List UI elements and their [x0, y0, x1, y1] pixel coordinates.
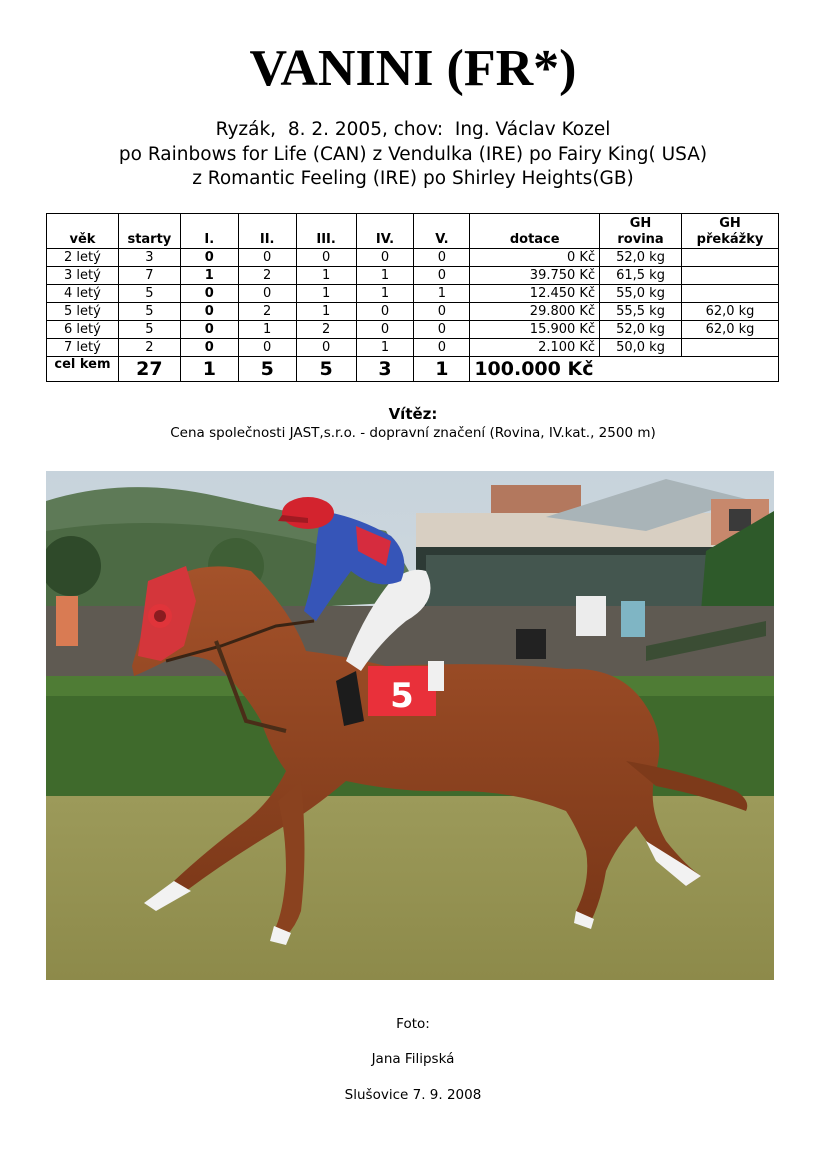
row-first: 0	[180, 285, 238, 303]
row-gh-flat: 50,0 kg	[600, 339, 682, 357]
row-gh-flat: 55,5 kg	[600, 303, 682, 321]
col-header-gh-jumps-bottom: překážky	[696, 232, 764, 247]
col-header-fourth: IV.	[356, 214, 414, 249]
row-starts: 7	[118, 267, 180, 285]
row-age: 7 letý	[47, 339, 119, 357]
saddlecloth-number: 5	[390, 676, 414, 716]
row-second: 0	[238, 249, 296, 267]
row-starts: 2	[118, 339, 180, 357]
total-label: cel kem	[47, 357, 119, 382]
row-first: 0	[180, 249, 238, 267]
race-photo	[46, 471, 774, 980]
horse-name-title: VANINI (FR*)	[249, 40, 577, 97]
table-row	[47, 303, 779, 321]
row-prize-money: 39.750 Kč	[470, 267, 600, 285]
row-fourth: 0	[356, 249, 414, 267]
row-second: 0	[238, 285, 296, 303]
row-first: 0	[180, 303, 238, 321]
col-header-age: věk	[47, 214, 119, 249]
row-age: 5 letý	[47, 303, 119, 321]
col-header-gh-flat	[600, 214, 682, 249]
row-third: 0	[296, 339, 356, 357]
row-fifth: 0	[414, 321, 470, 339]
row-gh-flat: 52,0 kg	[600, 321, 682, 339]
row-fifth: 0	[414, 267, 470, 285]
total-second: 5	[238, 357, 296, 382]
total-fourth: 3	[356, 357, 414, 382]
photo-credit-author: Jana Filipská	[371, 1051, 455, 1067]
row-fourth: 1	[356, 339, 414, 357]
row-second: 1	[238, 321, 296, 339]
row-fourth: 1	[356, 267, 414, 285]
row-first: 0	[180, 321, 238, 339]
horse-and-jockey-photo	[46, 471, 774, 980]
row-gh-jumps	[682, 249, 779, 267]
winner-race-name: Cena společnosti JAST,s.r.o. - dopravní značení (Rovina, IV.kat., 2500 m)	[170, 425, 656, 441]
col-header-gh-flat-bottom: rovina	[617, 232, 664, 247]
row-age: 2 letý	[47, 249, 119, 267]
row-gh-flat: 61,5 kg	[600, 267, 682, 285]
row-fifth: 0	[414, 303, 470, 321]
col-header-second: II.	[238, 214, 296, 249]
row-gh-jumps: 62,0 kg	[682, 321, 779, 339]
col-header-first: I.	[180, 214, 238, 249]
col-header-prize-money: dotace	[470, 214, 600, 249]
col-header-gh-flat-top: GH	[629, 216, 652, 231]
table-total-row	[47, 357, 779, 382]
row-fifth: 0	[414, 339, 470, 357]
row-fourth: 0	[356, 321, 414, 339]
pedigree-line-2: po Rainbows for Life (CAN) z Vendulka (IRE) po Fairy King( USA)	[118, 143, 708, 165]
row-age: 4 letý	[47, 285, 119, 303]
row-prize-money: 0 Kč	[470, 249, 600, 267]
row-first: 0	[180, 339, 238, 357]
row-gh-jumps: 62,0 kg	[682, 303, 779, 321]
row-starts: 5	[118, 303, 180, 321]
row-age: 3 letý	[47, 267, 119, 285]
row-starts: 5	[118, 285, 180, 303]
row-prize-money: 29.800 Kč	[470, 303, 600, 321]
col-header-starts: starty	[118, 214, 180, 249]
row-gh-jumps	[682, 285, 779, 303]
row-gh-jumps	[682, 339, 779, 357]
race-statistics-table	[46, 213, 779, 382]
table-row	[47, 249, 779, 267]
winner-label: Vítěz:	[388, 405, 438, 423]
row-first: 1	[180, 267, 238, 285]
row-fourth: 1	[356, 285, 414, 303]
table-header-row	[47, 214, 779, 249]
table-row	[47, 339, 779, 357]
row-second: 0	[238, 339, 296, 357]
row-fourth: 0	[356, 303, 414, 321]
pedigree-block	[0, 118, 826, 192]
table-row	[47, 321, 779, 339]
table-row	[47, 267, 779, 285]
table-row	[47, 285, 779, 303]
col-header-gh-jumps	[682, 214, 779, 249]
row-prize-money: 2.100 Kč	[470, 339, 600, 357]
row-gh-flat: 55,0 kg	[600, 285, 682, 303]
total-third: 5	[296, 357, 356, 382]
pedigree-line-3: z Romantic Feeling (IRE) po Shirley Heights(GB)	[192, 168, 634, 189]
total-starts: 27	[118, 357, 180, 382]
row-fifth: 0	[414, 249, 470, 267]
row-gh-flat: 52,0 kg	[600, 249, 682, 267]
total-prize-money: 100.000 Kč	[470, 357, 779, 382]
row-age: 6 letý	[47, 321, 119, 339]
pedigree-line-1: Ryzák, 8. 2. 2005, chov: Ing. Václav Kozel	[215, 119, 611, 140]
row-second: 2	[238, 267, 296, 285]
col-header-third: III.	[296, 214, 356, 249]
row-third: 1	[296, 303, 356, 321]
row-fifth: 1	[414, 285, 470, 303]
total-first: 1	[180, 357, 238, 382]
row-starts: 5	[118, 321, 180, 339]
row-third: 0	[296, 249, 356, 267]
row-prize-money: 12.450 Kč	[470, 285, 600, 303]
row-third: 1	[296, 267, 356, 285]
place-and-date: Slušovice 7. 9. 2008	[344, 1087, 482, 1103]
total-fifth: 1	[414, 357, 470, 382]
row-second: 2	[238, 303, 296, 321]
row-prize-money: 15.900 Kč	[470, 321, 600, 339]
col-header-gh-jumps-top: GH	[719, 216, 741, 231]
photo-credit-label: Foto:	[396, 1016, 430, 1032]
col-header-fifth: V.	[414, 214, 470, 249]
row-third: 1	[296, 285, 356, 303]
row-gh-jumps	[682, 267, 779, 285]
row-third: 2	[296, 321, 356, 339]
row-starts: 3	[118, 249, 180, 267]
